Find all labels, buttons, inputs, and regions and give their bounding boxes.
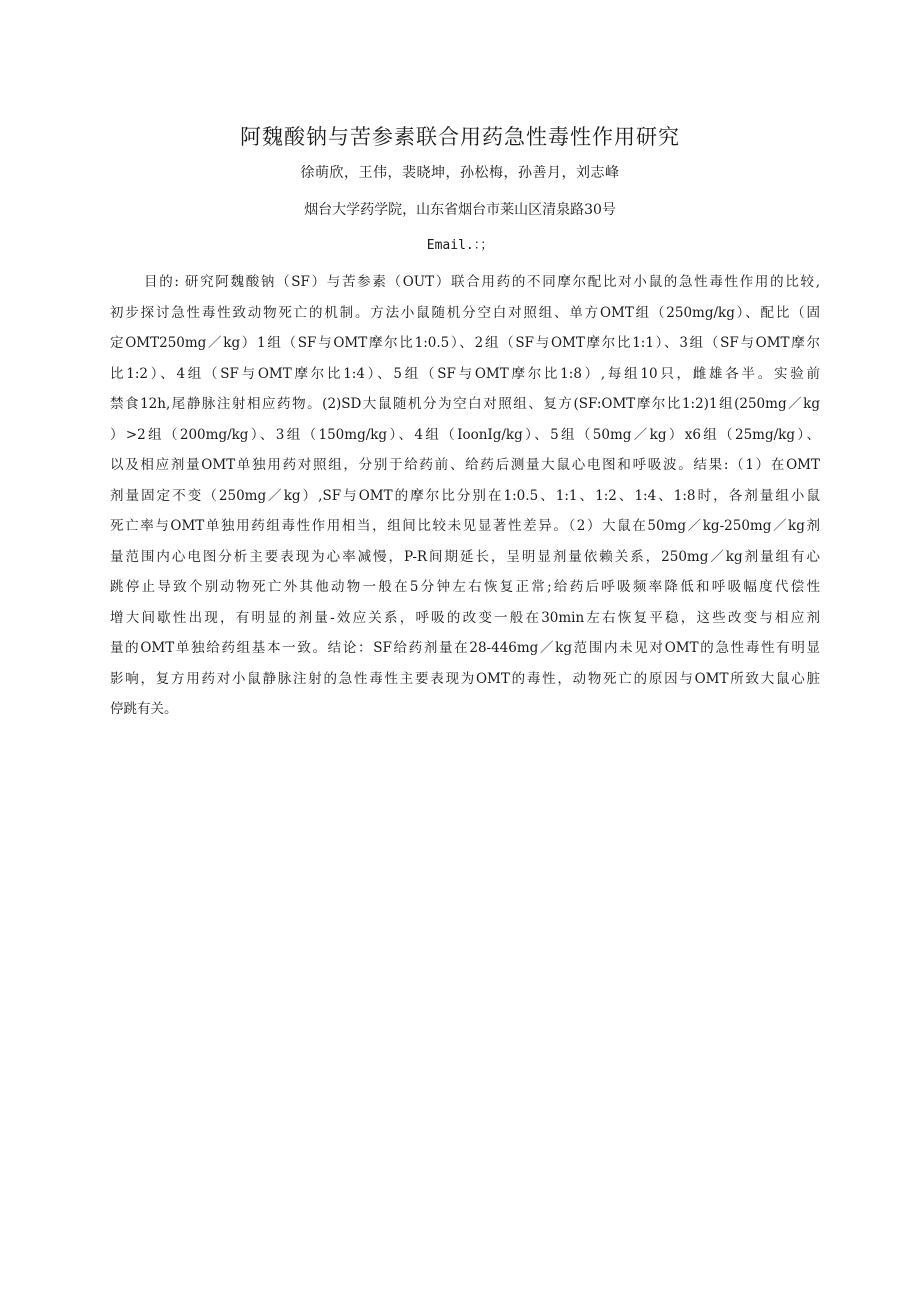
abstract-line: 剂量固定不变（250mg／kg）,SF与OMT的摩尔比分别在1:0.5、1:1、1:2、1:4、1:8时，各剂量组小鼠 (110, 487, 820, 504)
abstract-line: 跳停止导致个别动物死亡外其他动物一般在5分钟左右恢复正常;给药后呼吸频率降低和呼吸幅度代偿性 (110, 579, 820, 595)
author-list: 徐萌欣，王伟，裴晓坤，孙松梅，孙善月，刘志峰 (300, 165, 620, 181)
affiliation: 烟台大学药学院，山东省烟台市莱山区清泉路30号 (304, 202, 616, 218)
abstract-line: 定OMT250mg／kg）1组（SF与OMT摩尔比1:0.5）、2组（SF与OMT摩尔比1:1）、3组（SF与OMT摩尔 (110, 335, 820, 351)
abstract-line: ）>2组（200mg/kg）、3组（150mg/kg）、4组（IoonIg/kg）、5组（50mg／kg）x6组（25mg/kg）、 (110, 426, 820, 443)
abstract-line: 增大间歇性出现，有明显的剂量-效应关系，呼吸的改变一般在30min左右恢复平稳，这些改变与相应剂 (110, 609, 820, 626)
abstract-line: 比1:2）、4组（SF与OMT摩尔比1:4）、5组（SF与OMT摩尔比1:8）,每组10只，雌雄各半。实验前 (110, 365, 820, 382)
abstract-line: 死亡率与OMT单独用药组毒性作用相当，组间比较未见显著性差异。（2）大鼠在50mg／kg-250mg／kg剂 (110, 518, 820, 534)
abstract-line: 停跳有关。 (110, 701, 178, 717)
email-line: Email.：； (426, 238, 494, 253)
abstract-line: 量范围内心电图分析主要表现为心率减慢，P-R间期延长，呈明显剂量依赖关系，250mg／kg剂量组有心 (110, 548, 820, 565)
abstract-line: 目的: 研究阿魏酸钠（SF）与苦参素（OUT）联合用药的不同摩尔配比对小鼠的急性毒性作用的比较, (144, 274, 820, 290)
abstract-line: 影响，复方用药对小鼠静脉注射的急性毒性主要表现为OMT的毒性，动物死亡的原因与OMT所致大鼠心脏 (110, 670, 820, 687)
abstract-line: 禁食12h,尾静脉注射相应药物。(2)SD大鼠随机分为空白对照组、复方(SF:OMT摩尔比1:2)1组(250mg／kg (110, 396, 820, 412)
abstract-paragraph (110, 267, 820, 725)
abstract-line: 初步探讨急性毒性致动物死亡的机制。方法小鼠随机分空白对照组、单方OMT组（250mg/kg）、配比（固 (110, 304, 820, 321)
abstract-line: 以及相应剂量OMT单独用药对照组，分别于给药前、给药后测量大鼠心电图和呼吸波。结果:（1）在OMT (110, 457, 820, 473)
abstract-line: 量的OMT单独给药组基本一致。结论：SF给药剂量在28-446mg／kg范围内未见对OMT的急性毒性有明显 (110, 640, 820, 656)
paper-title: 阿魏酸钠与苦参素联合用药急性毒性作用研究 (240, 125, 680, 149)
